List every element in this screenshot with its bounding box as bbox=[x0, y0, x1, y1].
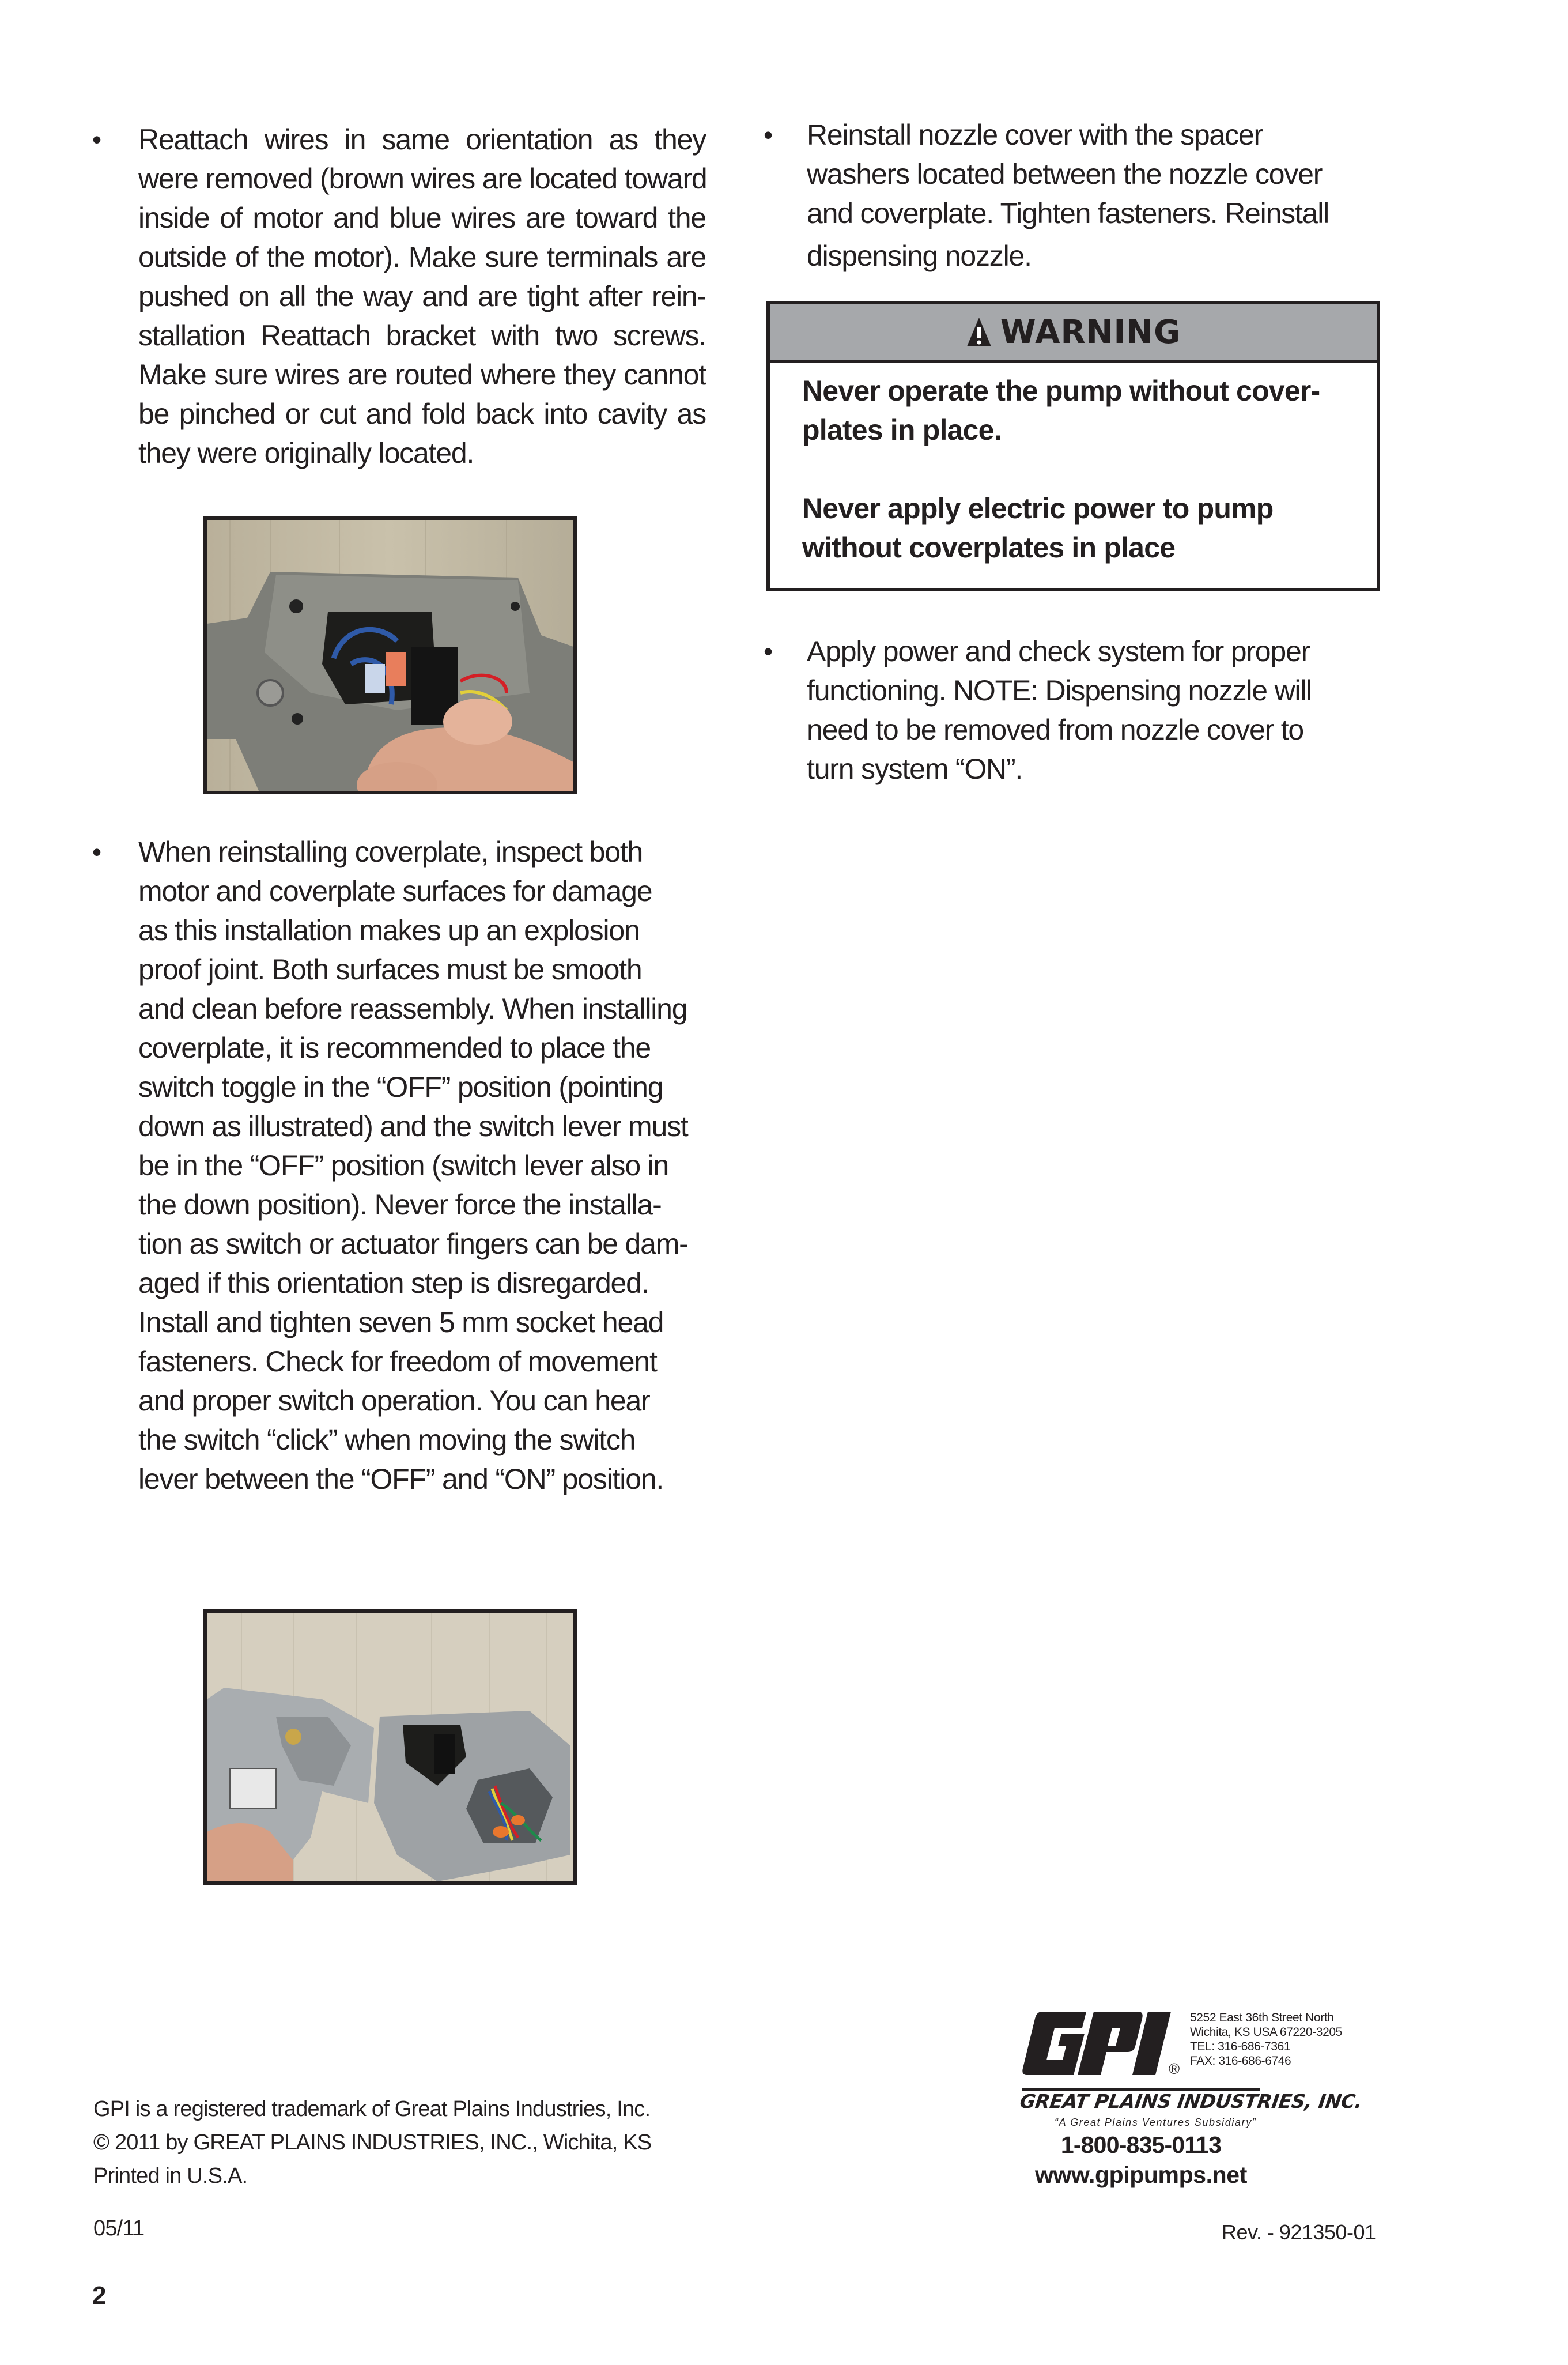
text-line: Reinstall nozzle cover with the spacer bbox=[807, 119, 1263, 151]
warning-paragraph bbox=[802, 371, 1377, 450]
address-line: 5252 East 36th Street North bbox=[1190, 2011, 1334, 2024]
address-line: Wichita, KS USA 67220-3205 bbox=[1190, 2025, 1342, 2039]
text-line: were removed (brown wires are located toward bbox=[138, 163, 707, 195]
text-line: dispensing nozzle. bbox=[807, 240, 1032, 272]
bullet-dot: • bbox=[92, 125, 101, 154]
text-line: as this installation makes up an explosion bbox=[138, 914, 640, 946]
company-address bbox=[1190, 2011, 1342, 2068]
text-line: down as illustrated) and the switch lever must bbox=[138, 1110, 688, 1142]
text-line: Never operate the pump without cover- bbox=[802, 375, 1320, 407]
text-line: When reinstalling coverplate, inspect both bbox=[138, 836, 643, 868]
text-line: be in the “OFF” position (switch lever also in bbox=[138, 1149, 669, 1182]
text-line: Never apply electric power to pump bbox=[802, 492, 1274, 525]
text-line: Printed in U.S.A. bbox=[93, 2164, 248, 2188]
text-line: inside of motor and blue wires are toward the bbox=[138, 202, 706, 234]
text-line: be pinched or cut and fold back into cavity as bbox=[138, 398, 706, 430]
gpi-logo-block bbox=[1018, 2006, 1412, 2188]
bullet-dot: • bbox=[764, 120, 772, 150]
warning-body bbox=[770, 363, 1377, 567]
bullet-text bbox=[138, 832, 706, 1499]
text-line: turn system “ON”. bbox=[807, 753, 1023, 785]
text-line: pushed on all the way and are tight after rein- bbox=[138, 280, 706, 312]
text-line: and proper switch operation. You can hear bbox=[138, 1385, 650, 1417]
bullet-text bbox=[807, 632, 1374, 789]
text-line: fasteners. Check for freedom of movement bbox=[138, 1345, 657, 1378]
text-line: stallation Reattach bracket with two screws. bbox=[138, 319, 706, 352]
text-line: aged if this orientation step is disregarded. bbox=[138, 1267, 649, 1299]
text-line: Install and tighten seven 5 mm socket head bbox=[138, 1306, 664, 1338]
text-line: Apply power and check system for proper bbox=[807, 635, 1310, 667]
photo-coverplate-install bbox=[203, 1609, 577, 1885]
text-line: motor and coverplate surfaces for damage bbox=[138, 875, 652, 907]
warning-header bbox=[770, 304, 1377, 363]
photo-wiring-reattach bbox=[203, 516, 577, 794]
bullet-text bbox=[138, 120, 706, 473]
bullet-text bbox=[807, 115, 1374, 276]
warning-triangle-icon bbox=[966, 316, 992, 348]
warning-box bbox=[766, 301, 1380, 591]
text-line: functioning. NOTE: Dispensing nozzle will bbox=[807, 674, 1312, 707]
registered-mark: ® bbox=[1169, 2060, 1180, 2077]
bullet-dot: • bbox=[92, 837, 101, 867]
text-line: proof joint. Both surfaces must be smooth bbox=[138, 953, 642, 986]
address-line: FAX: 316-686-6746 bbox=[1190, 2054, 1291, 2068]
text-line: the switch “click” when moving the switch bbox=[138, 1424, 636, 1456]
text-line: washers located between the nozzle cover bbox=[807, 158, 1323, 190]
bullet-dot: • bbox=[764, 636, 772, 666]
text-line: the down position). Never force the installa- bbox=[138, 1189, 662, 1221]
text-line: tion as switch or actuator fingers can be dam- bbox=[138, 1228, 688, 1260]
text-line: GPI is a registered trademark of Great Plains Industries, Inc. bbox=[93, 2097, 651, 2121]
text-line: and coverplate. Tighten fasteners. Reinstall bbox=[807, 197, 1329, 229]
text-line: Make sure wires are routed where they cannot bbox=[138, 359, 706, 391]
warning-title: WARNING bbox=[1000, 313, 1181, 351]
text-line: need to be removed from nozzle cover to bbox=[807, 714, 1304, 746]
text-line: without coverplates in place bbox=[802, 531, 1176, 564]
company-tagline: “A Great Plains Ventures Subsidiary” bbox=[1055, 2117, 1257, 2128]
text-line: and clean before reassembly. When installing bbox=[138, 993, 687, 1025]
print-date: 05/11 bbox=[93, 2216, 145, 2240]
text-line: coverplate, it is recommended to place the bbox=[138, 1032, 651, 1064]
gpi-logo-icon bbox=[1020, 2011, 1187, 2077]
text-line: plates in place. bbox=[802, 414, 1002, 446]
website-link[interactable]: www.gpipumps.net bbox=[1035, 2162, 1247, 2188]
text-line: lever between the “OFF” and “ON” position. bbox=[138, 1463, 664, 1495]
phone-number: 1-800-835-0113 bbox=[1060, 2132, 1222, 2158]
photo-wiring-illustration bbox=[207, 520, 573, 791]
text-line: © 2011 by GREAT PLAINS INDUSTRIES, INC., Wichita, KS bbox=[93, 2130, 652, 2155]
company-name: GREAT PLAINS INDUSTRIES, INC. bbox=[1018, 2090, 1364, 2113]
address-line: TEL: 316-686-7361 bbox=[1190, 2040, 1291, 2053]
photo-coverplate-illustration bbox=[207, 1613, 573, 1881]
page-number: 2 bbox=[92, 2281, 107, 2310]
text-line: Reattach wires in same orientation as they bbox=[138, 123, 706, 156]
trademark-notice bbox=[93, 2092, 670, 2193]
text-line: switch toggle in the “OFF” position (pointing bbox=[138, 1071, 663, 1103]
text-line: outside of the motor). Make sure terminals are bbox=[138, 241, 706, 273]
text-line: they were originally located. bbox=[138, 437, 474, 469]
warning-paragraph bbox=[802, 489, 1377, 567]
revision-number: Rev. - 921350-01 bbox=[1222, 2220, 1376, 2244]
